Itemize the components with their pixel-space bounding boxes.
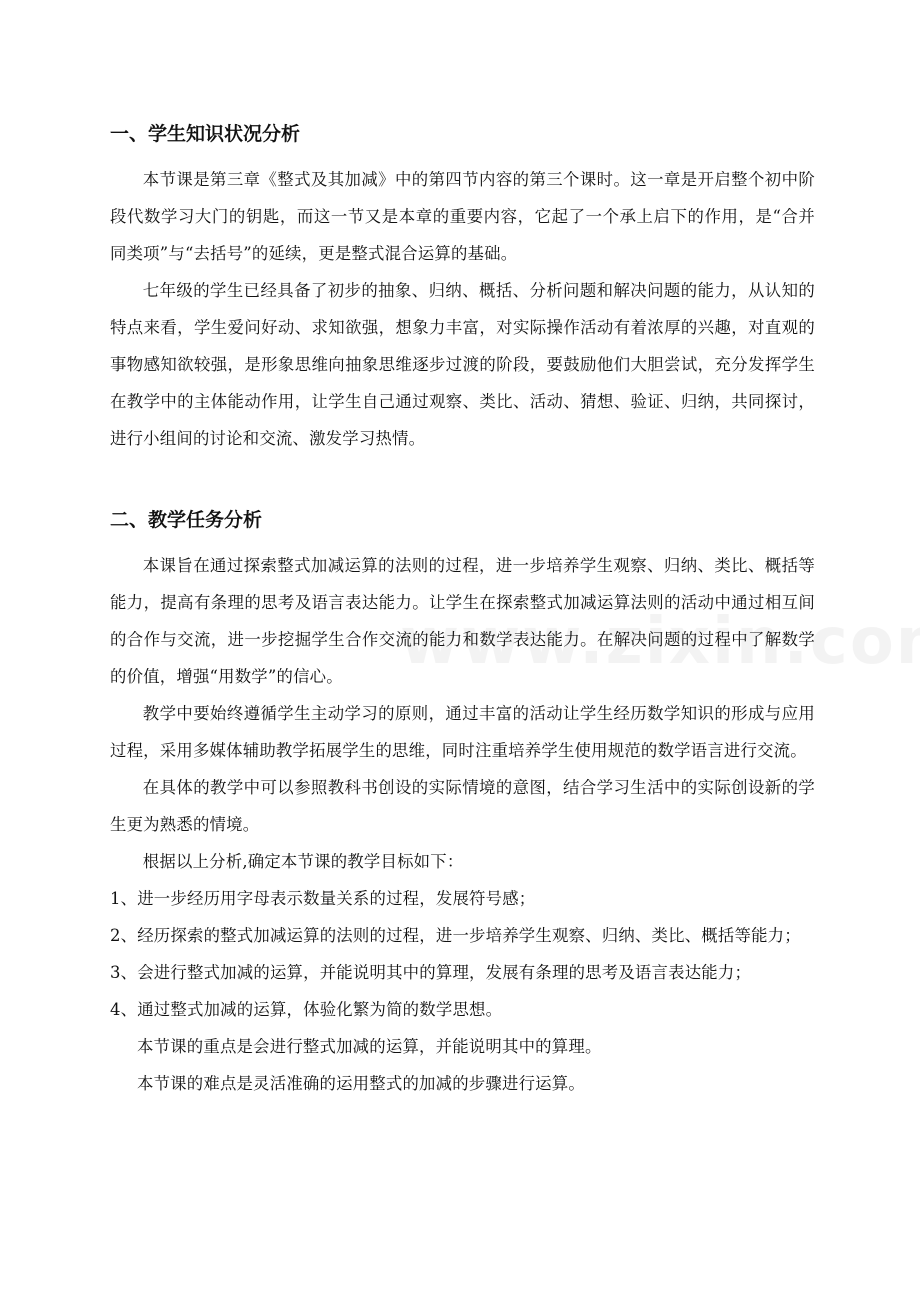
section-heading: 二、教学任务分析 bbox=[110, 509, 263, 531]
section-heading: 一、学生知识状况分析 bbox=[110, 123, 301, 145]
paragraph: 在具体的教学中可以参照教科书创设的实际情境的意图，结合学习生活中的实际创设新的学生更为熟悉的情境。 bbox=[110, 778, 815, 834]
section-student-knowledge bbox=[110, 119, 815, 457]
goal-list-item: 2、经历探索的整式加减运算的法则的过程，进一步培养学生观察、归纳、类比、概括等能力； bbox=[110, 926, 801, 945]
goal-list-item: 1、进一步经历用字母表示数量关系的过程，发展符号感； bbox=[110, 889, 536, 908]
goal-list-item: 3、会进行整式加减的运算，并能说明其中的算理，发展有条理的思考及语言表达能力； bbox=[110, 963, 752, 982]
difficulty: 本节课的难点是灵活准确的运用整式的加减的步骤进行运算。 bbox=[137, 1074, 585, 1093]
goal-list-item: 4、通过整式加减的运算，体验化繁为简的数学思想。 bbox=[110, 1000, 503, 1019]
section-teaching-task bbox=[110, 505, 815, 1102]
paragraph: 本节课是第三章《整式及其加减》中的第四节内容的第三个课时。这一章是开启整个初中阶段代数学习大门的钥匙，而这一节又是本章的重要内容，它起了一个承上启下的作用，是“合并同类项”与“去括号”的延续，更是整式混合运算的基础。 bbox=[110, 170, 815, 263]
paragraph: 七年级的学生已经具备了初步的抽象、归纳、概括、分析问题和解决问题的能力，从认知的特点来看，学生爱问好动、求知欲强，想象力丰富，对实际操作活动有着浓厚的兴趣，对直观的事物感知欲较强，是形象思维向抽象思维逐步过渡的阶段，要鼓励他们大胆尝试，充分发挥学生在教学中的主体能动作用，让学生自己通过观察、类比、活动、猜想、验证、归纳，共同探讨，进行小组间的讨论和交流、激发学习热情。 bbox=[110, 281, 815, 448]
paragraph: 根据以上分析,确定本节课的教学目标如下： bbox=[142, 852, 464, 871]
paragraph: 本课旨在通过探索整式加减运算的法则的过程，进一步培养学生观察、归纳、类比、概括等能力，提高有条理的思考及语言表达能力。让学生在探索整式加减运算法则的活动中通过相互间的合作与交流，进一步挖掘学生合作交流的能力和数学表达能力。在解决问题的过程中了解数学的价值，增强“用数学”的信心。 bbox=[110, 556, 815, 686]
paragraph: 教学中要始终遵循学生主动学习的原则，通过丰富的活动让学生经历数学知识的形成与应用过程，采用多媒体辅助教学拓展学生的思维，同时注重培养学生使用规范的数学语言进行交流。 bbox=[110, 704, 815, 760]
key-point: 本节课的重点是会进行整式加减的运算，并能说明其中的算理。 bbox=[137, 1037, 602, 1056]
